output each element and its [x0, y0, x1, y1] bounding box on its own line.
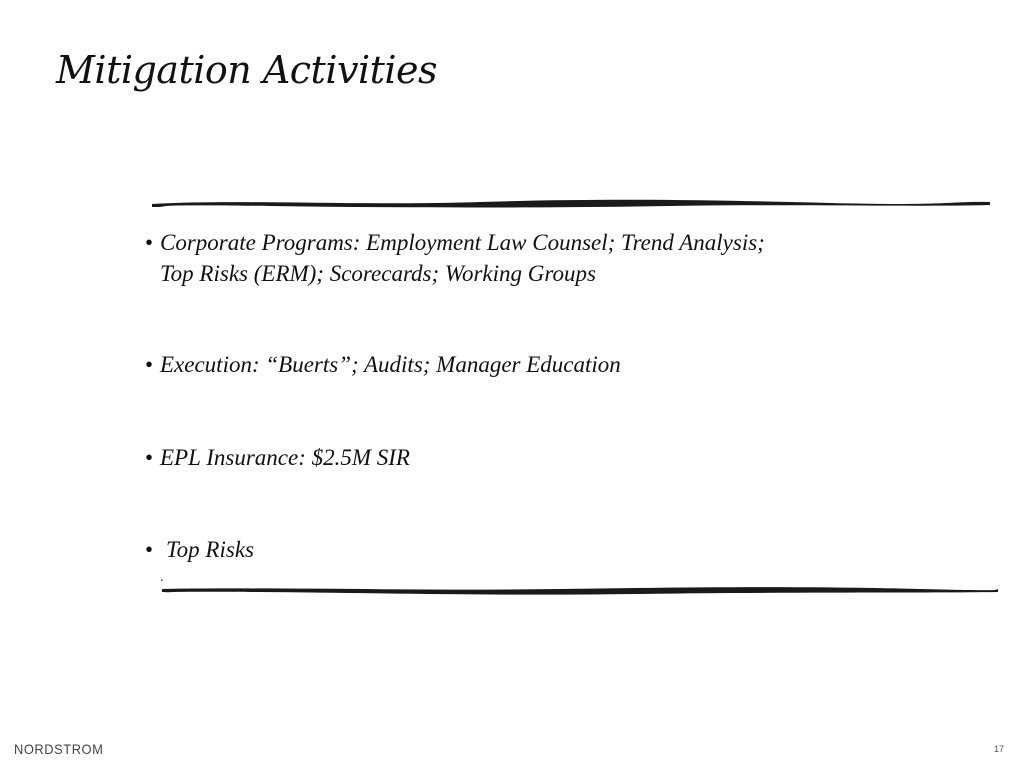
page-number: 17 — [993, 744, 1004, 754]
bottom-brush-divider — [160, 583, 1000, 597]
bullet-marker: • — [145, 445, 154, 470]
nordstrom-logo: NORDSTROM — [14, 741, 104, 757]
top-brush-divider — [150, 196, 992, 210]
bullet-line: EPL Insurance: $2.5M SIR — [160, 445, 410, 470]
bullet-marker: • — [145, 230, 154, 255]
bullet-marker: • — [145, 537, 154, 562]
bullet-corporate-programs — [145, 227, 765, 289]
slide-title: Mitigation Activities — [56, 48, 438, 92]
bullet-epl-insurance — [145, 442, 410, 473]
bullet-execution — [145, 349, 621, 380]
bullet-line: Top Risks (ERM); Scorecards; Working Groups — [160, 261, 596, 286]
bullet-text — [160, 227, 765, 289]
stray-mark: . — [160, 570, 164, 585]
bullet-line: Execution: “Buerts”; Audits; Manager Education — [160, 352, 621, 377]
bullet-line: Top Risks — [166, 537, 254, 562]
bullet-top-risks — [145, 534, 254, 565]
bullet-line: Corporate Programs: Employment Law Counsel; Trend Analysis; — [160, 230, 765, 255]
bullet-marker: • — [145, 352, 154, 377]
